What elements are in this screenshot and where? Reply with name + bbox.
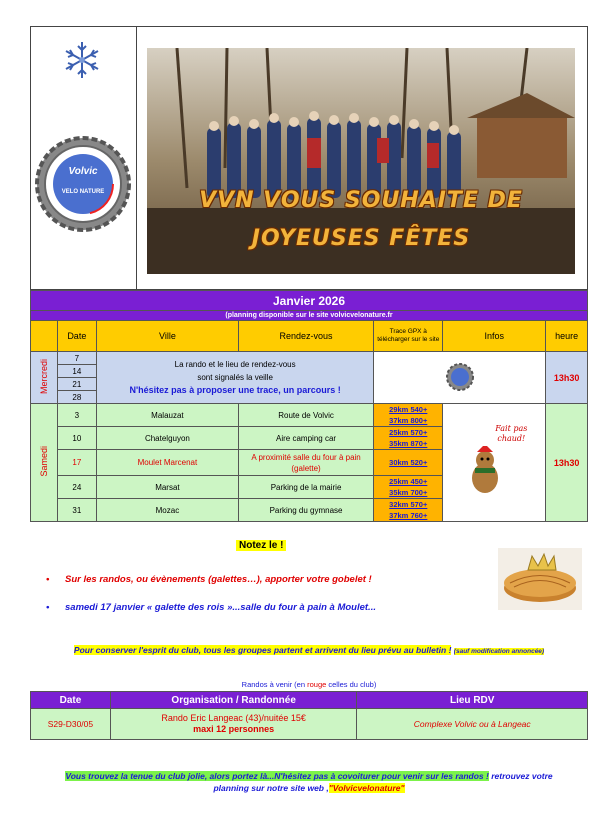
upcoming-header-org: Organisation / Randonnée bbox=[110, 692, 357, 709]
gpx-link[interactable]: 35km 700+ bbox=[389, 488, 428, 497]
mercredi-heure: 13h30 bbox=[546, 352, 588, 404]
rdv-cell: Route de Volvic bbox=[238, 404, 373, 427]
planning-subtitle: (planning disponible sur le site volvicvelonature.fr bbox=[31, 311, 588, 321]
ville-cell: Moulet Marcenat bbox=[97, 450, 239, 476]
rdv-cell: Parking de la mairie bbox=[238, 476, 373, 499]
ville-cell: Chatelguyon bbox=[97, 427, 239, 450]
header-infos: Infos bbox=[443, 321, 546, 352]
note-bullet-1: Sur les randos, ou évènements (galettes…), apporter votre gobelet ! bbox=[65, 574, 372, 585]
upcoming-table bbox=[30, 691, 588, 740]
month-title: Janvier 2026 bbox=[31, 291, 588, 311]
upcoming-date: S29-D30/05 bbox=[31, 709, 111, 740]
rdv-cell: Aire camping car bbox=[238, 427, 373, 450]
gpx-cell bbox=[374, 450, 443, 476]
mercredi-logo-cell bbox=[374, 352, 546, 404]
header-ville: Ville bbox=[97, 321, 239, 352]
gpx-link[interactable]: 25km 450+ bbox=[389, 477, 428, 486]
day-label-samedi: Samedi bbox=[31, 404, 58, 522]
header-heure: heure bbox=[546, 321, 588, 352]
upcoming-org: Rando Eric Langeac (43)/nuitée 15€ maxi 12 personnes bbox=[110, 709, 357, 740]
gpx-cell bbox=[374, 427, 443, 450]
notes-title: Notez le ! bbox=[236, 540, 286, 551]
gpx-cell bbox=[374, 499, 443, 522]
snow-caption: Fait pas chaud! bbox=[495, 424, 528, 443]
samedi-heure: 13h30 bbox=[546, 404, 588, 522]
upcoming-caption: Randos à venir (en rouge celles du club) bbox=[241, 680, 377, 689]
planning-table bbox=[30, 290, 588, 522]
club-rule-banner: Pour conserver l'esprit du club, tous les groupes partent et arrivent du lieu prévu au bulletin ! (sauf modification annoncée) bbox=[73, 645, 545, 655]
infos-cell bbox=[443, 404, 546, 522]
upcoming-header-lieu: Lieu RDV bbox=[357, 692, 588, 709]
date-cell: 14 bbox=[57, 365, 96, 378]
day-label-mercredi: Mercredi bbox=[31, 352, 58, 404]
ville-cell: Mozac bbox=[97, 499, 239, 522]
ville-cell: Marsat bbox=[97, 476, 239, 499]
ville-cell: Malauzat bbox=[97, 404, 239, 427]
gpx-link[interactable]: 25km 570+ bbox=[389, 428, 428, 437]
cold-squirrel-icon bbox=[465, 446, 505, 496]
gpx-link[interactable]: 32km 570+ bbox=[389, 500, 428, 509]
gpx-link[interactable]: 35km 870+ bbox=[389, 439, 428, 448]
gpx-cell bbox=[374, 476, 443, 499]
gpx-cell bbox=[374, 404, 443, 427]
bullet-marker: • bbox=[46, 574, 50, 585]
date-cell: 17 bbox=[57, 450, 96, 476]
gpx-link[interactable]: 30km 520+ bbox=[389, 458, 428, 467]
snowflake-icon bbox=[63, 40, 101, 80]
club-logo-small-icon bbox=[445, 362, 475, 392]
club-logo: Volvic VELO NATURE bbox=[33, 134, 133, 234]
date-cell: 10 bbox=[57, 427, 96, 450]
gpx-link[interactable]: 37km 800+ bbox=[389, 416, 428, 425]
header-rdv: Rendez-vous bbox=[238, 321, 373, 352]
date-cell: 7 bbox=[57, 352, 96, 365]
date-cell: 3 bbox=[57, 404, 96, 427]
group-photo: VVN VOUS SOUHAITE DE JOYEUSES FÊTES bbox=[147, 48, 575, 274]
footer-message: Vous trouvez la tenue du club jolie, alors portez là...N'hésitez pas à covoiturer pour venir sur les randos ! retrouvez votre planning sur notre site web ,"Volvicvelonature" bbox=[65, 771, 553, 793]
date-cell: 31 bbox=[57, 499, 96, 522]
rdv-cell: A proximité salle du four à pain (galette) bbox=[238, 450, 373, 476]
gpx-link[interactable]: 37km 760+ bbox=[389, 511, 428, 520]
upcoming-header-date: Date bbox=[31, 692, 111, 709]
date-cell: 21 bbox=[57, 378, 96, 391]
date-cell: 24 bbox=[57, 476, 96, 499]
header-trace: Trace GPX à télécharger sur le site bbox=[374, 321, 443, 352]
rdv-cell: Parking du gymnase bbox=[238, 499, 373, 522]
note-bullet-2: samedi 17 janvier « galette des rois »...salle du four à pain à Moulet... bbox=[65, 602, 376, 613]
mercredi-message: La rando et le lieu de rendez-vous sont signalés la veille N'hésitez pas à proposer une trace, un parcours ! bbox=[97, 352, 374, 404]
date-cell: 28 bbox=[57, 391, 96, 404]
upcoming-lieu: Complexe Volvic ou à Langeac bbox=[357, 709, 588, 740]
header-blank bbox=[31, 321, 58, 352]
header-date: Date bbox=[57, 321, 96, 352]
gpx-link[interactable]: 29km 540+ bbox=[389, 405, 428, 414]
bullet-marker: • bbox=[46, 602, 50, 613]
galette-image bbox=[498, 548, 582, 610]
site-link[interactable]: "Volvicvelonature" bbox=[328, 783, 405, 793]
